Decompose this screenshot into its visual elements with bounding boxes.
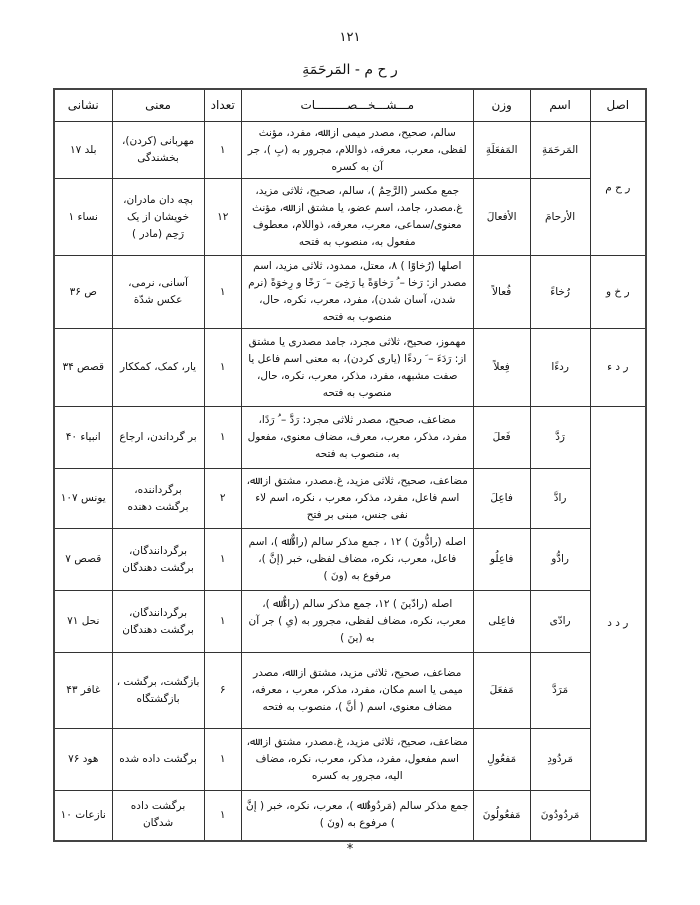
cell-count: ۶	[204, 653, 241, 729]
cell-ism: رادَّ	[530, 469, 590, 529]
header-root: اصل	[590, 89, 646, 122]
table-row	[54, 179, 646, 256]
table-row	[54, 407, 646, 469]
cell-meaning: برگردانندگان، برگشت دهندگان	[112, 529, 204, 591]
cell-wazn: فِعلاً	[473, 329, 530, 407]
table-row	[54, 329, 646, 407]
header-ism: اسم	[530, 89, 590, 122]
table-row	[54, 256, 646, 329]
cell-ref: قصص ۳۴	[54, 329, 112, 407]
table-row	[54, 122, 646, 179]
cell-ism: رادّی	[530, 591, 590, 653]
cell-meaning: آسانی، نرمی، عکس شدّة	[112, 256, 204, 329]
cell-ref: بلد ۱۷	[54, 122, 112, 179]
header-wazn: وزن	[473, 89, 530, 122]
cell-spec: مضاعف، صحیح، ثلاثی مزید، مشتق از: ﷲ، مصدر میمی یا اسم مکان، مفرد، مذکر، معرب ، معرفه، مضاف معنوی، اسم ( أنَّ )، منصوب به فتحه	[241, 653, 473, 729]
header-count: تعداد	[204, 89, 241, 122]
cell-ism: رُخاءً	[530, 256, 590, 329]
table-row	[54, 469, 646, 529]
table-row	[54, 653, 646, 729]
table-row	[54, 591, 646, 653]
cell-meaning: برگشت داده شده	[112, 729, 204, 791]
cell-count: ۱	[204, 591, 241, 653]
cell-count: ۲	[204, 469, 241, 529]
cell-root: ر خ و	[590, 256, 646, 329]
cell-wazn: فاعِلُو	[473, 529, 530, 591]
header-ref: نشانی	[54, 89, 112, 122]
table-row	[54, 729, 646, 791]
cell-ref: هود ۷۶	[54, 729, 112, 791]
cell-meaning: بازگشت، برگشت ، بازگشتگاه	[112, 653, 204, 729]
table-header-row	[54, 89, 646, 122]
cell-meaning: مهربانی (کردن)، بخشندگی	[112, 122, 204, 179]
cell-count: ۱	[204, 791, 241, 841]
cell-spec: اصله (رادّینَ ) ۱۲، جمع مذکر سالم (رادٌّ ﷲ )، معرب، نکره، مضاف لفظی، مجرور به (یِ ) جر آن به (ینَ )	[241, 591, 473, 653]
cell-ism: مَردُودِ	[530, 729, 590, 791]
cell-ref: نساء ۱	[54, 179, 112, 256]
cell-root: ر د د	[590, 407, 646, 841]
table-row	[54, 791, 646, 841]
cell-count: ۱۲	[204, 179, 241, 256]
cell-wazn: مَفعُولِ	[473, 729, 530, 791]
cell-ism: مَردُودُونَ	[530, 791, 590, 841]
cell-spec: مضاعف، صحیح، مصدر ثلاثی مجرد: رَدَّ – ُ رَدًا، مفرد، مذکر، معرب، معرف، مضاف معنوی، مفعول به، منصوب به فتحه	[241, 407, 473, 469]
cell-count: ۱	[204, 729, 241, 791]
cell-ref: نازعات ۱۰	[54, 791, 112, 841]
cell-ism: مَرَدَّ	[530, 653, 590, 729]
cell-spec: سالم، صحیح، مصدر میمی از: ﷲ، مفرد، مؤنث لفظی، معرب، معرفه، ذواللام، مجرور به (بِ )، جر آن به کسره	[241, 122, 473, 179]
cell-wazn: المَفعَلَةِ	[473, 122, 530, 179]
cell-count: ۱	[204, 529, 241, 591]
cell-ref: یونس ۱۰۷	[54, 469, 112, 529]
cell-ism: رَدَّ	[530, 407, 590, 469]
cell-count: ۱	[204, 407, 241, 469]
page-number: ۱۲۱	[339, 30, 361, 45]
table-row	[54, 529, 646, 591]
cell-ref: غافر ۴۳	[54, 653, 112, 729]
cell-ism: المَرحَمَةِ	[530, 122, 590, 179]
cell-ism: ردءًا	[530, 329, 590, 407]
cell-meaning: برگرداننده، برگشت دهنده	[112, 469, 204, 529]
cell-spec: جمع مذکر سالم (مَردُودٌ ﷲ )، معرب، نکره، خبر ( إنَّ ) مرفوع به (ونَ )	[241, 791, 473, 841]
cell-spec: مضاعف، صحیح، ثلاثی مزید، غ.مصدر، مشتق از: ﷲ، اسم مفعول، مفرد، مذکر، معرب، نکره، مضاف الیه، مجرور به کسره	[241, 729, 473, 791]
header-spec: مـــشـــخـــصـــــــــات	[241, 89, 473, 122]
cell-spec: جمع مکسر (الرَّحِمُ )، سالم، صحیح، ثلاثی مزید، غ.مصدر، جامد، اسم عضو، یا مشتق از: ﷲ، مؤنث معنوی/سماعی، معرب، معرفه، ذواللام، معطوف مفعول به، منصوب به فتحه	[241, 179, 473, 256]
lexicon-table	[53, 88, 647, 842]
cell-ref: ص ۳۶	[54, 256, 112, 329]
cell-count: ۱	[204, 122, 241, 179]
cell-spec: مهموز، صحیح، ثلاثی مجرد، جامد مصدری یا مشتق از: رَدَءَ – َ ردءًا (یاری کردن)، به معنی اسم فاعل یا صفت مشبهه، مفرد، مذکر، معرب، نکره، حال، منصوب به فتحه	[241, 329, 473, 407]
cell-meaning: بچه دان مادران، خویشان از یک رَحِم (مادر )	[112, 179, 204, 256]
cell-ism: الأرحامَ	[530, 179, 590, 256]
cell-spec: مضاعف، صحیح، ثلاثی مزید، غ.مصدر، مشتق از: ﷲ، اسم فاعل، مفرد، مذکر، معرب ، نکره، اسم لاء نفی جنس، مبنی بر فتح	[241, 469, 473, 529]
page-title: ر ح م - المَرحَمَةِ	[302, 62, 398, 78]
cell-wazn: فَعلَ	[473, 407, 530, 469]
cell-root: ر ح م	[590, 122, 646, 256]
cell-ref: قصص ۷	[54, 529, 112, 591]
cell-meaning: بر گرداندن، ارجاع	[112, 407, 204, 469]
cell-count: ۱	[204, 256, 241, 329]
cell-spec: اصلها (رُخاوًا ) ۸، معتل، ممدود، ثلاثی مزید، اسم مصدر از: رَخا – ُ رَخاوَةً یا رَخِیَ – َ رَخًا و رِخوَةً (نرم شدن، آسان شدن)، مفرد، معرب، نکره، حال، منصوب به فتحه	[241, 256, 473, 329]
cell-wazn: فاعِلی	[473, 591, 530, 653]
footer-mark: *	[346, 842, 354, 857]
cell-wazn: الأفعالَ	[473, 179, 530, 256]
header-meaning: معنی	[112, 89, 204, 122]
cell-ism: رادُّو	[530, 529, 590, 591]
cell-wazn: مَفعَلَ	[473, 653, 530, 729]
cell-wazn: فاعِلَ	[473, 469, 530, 529]
cell-meaning: برگردانندگان، برگشت دهندگان	[112, 591, 204, 653]
cell-root: ر د ء	[590, 329, 646, 407]
cell-meaning: برگشت داده شدگان	[112, 791, 204, 841]
cell-wazn: فُعالاً	[473, 256, 530, 329]
cell-wazn: مَفعُولُونَ	[473, 791, 530, 841]
cell-count: ۱	[204, 329, 241, 407]
cell-spec: اصله (رادُّونَ ) ۱۲ ، جمع مذکر سالم (رادٌّ ﷲ )، اسم فاعل، معرب، نکره، مضاف لفظی، خبر (إنَّ )، مرفوع به (ونَ )	[241, 529, 473, 591]
cell-meaning: یار، کمک، کمککار	[112, 329, 204, 407]
cell-ref: انبیاء ۴۰	[54, 407, 112, 469]
cell-ref: نحل ۷۱	[54, 591, 112, 653]
